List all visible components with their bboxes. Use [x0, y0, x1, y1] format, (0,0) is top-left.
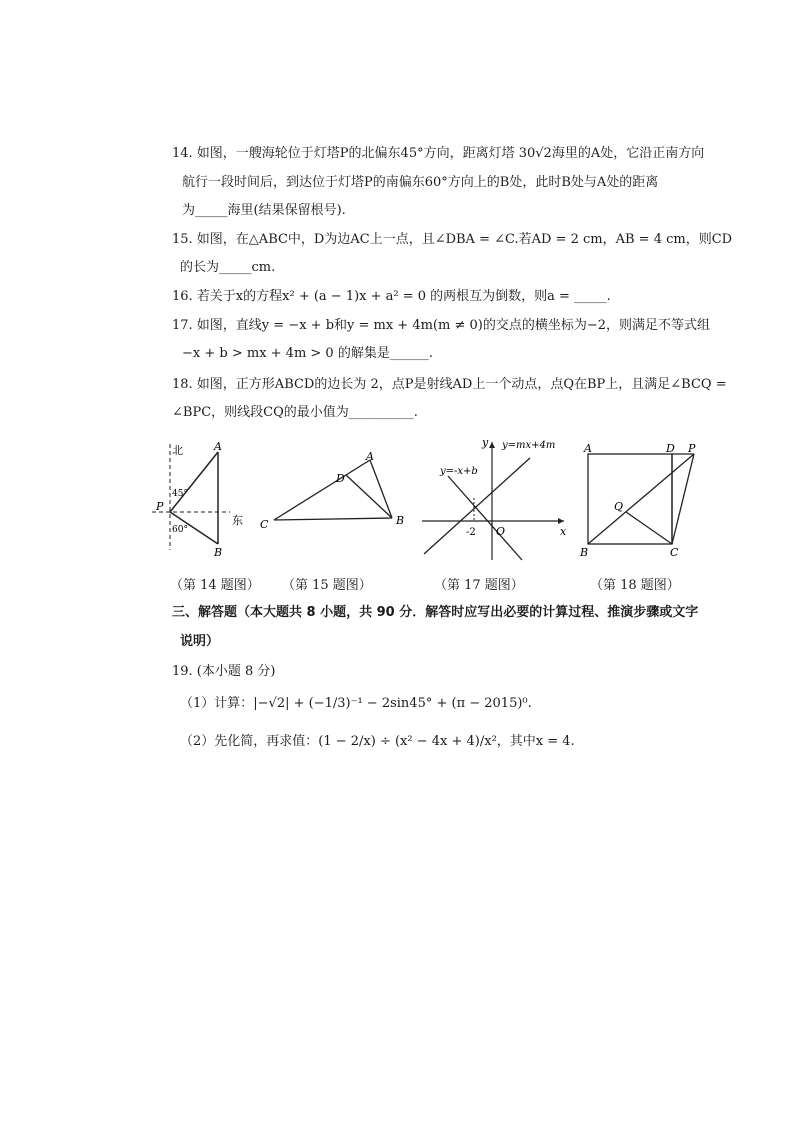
q14-line2: 航行一段时间后，到达位于灯塔P的南偏东60°方向上的B处，此时B处与A处的距离 — [182, 175, 659, 190]
line2-label: y=mx+4m — [502, 440, 556, 451]
section3-heading-line2: 说明） — [180, 634, 220, 649]
y-axis-arrow — [489, 442, 495, 448]
point-B-label: B — [396, 514, 405, 527]
point-B-label: B — [214, 546, 223, 559]
point-P-label: P — [688, 442, 696, 455]
q16-line1: 16. 若关于x的方程x² + (a − 1)x + a² = 0 的两根互为倒数，则a = _____. — [172, 289, 611, 304]
segment-AB — [370, 460, 392, 518]
point-D-label: D — [336, 472, 345, 485]
figure-17-caption: （第 17 题图） — [434, 578, 524, 593]
q15-line2: 的长为_____cm. — [180, 260, 276, 275]
point-C-label: C — [670, 546, 679, 559]
q15-line1: 15. 如图，在△ABC中，D为边AC上一点，且∠DBA = ∠C.若AD = 2 cm，AB = 4 cm，则CD — [172, 232, 733, 247]
point-P-label: P — [156, 500, 164, 513]
point-B-label: B — [580, 546, 589, 559]
segment-BP — [588, 454, 694, 544]
point-A-label: A — [584, 442, 592, 455]
figure-17 — [418, 436, 570, 566]
point-Q-label: Q — [614, 500, 624, 513]
segment-CQ — [626, 512, 672, 544]
q14-line3: 为_____海里(结果保留根号). — [182, 203, 346, 218]
segment-DB — [346, 475, 392, 518]
square-ABCD — [588, 454, 672, 544]
east-label: 东 — [232, 514, 243, 527]
figure-14 — [148, 440, 258, 560]
figure-15-caption: （第 15 题图） — [282, 578, 372, 593]
q19-part2: （2）先化简，再求值：(1 − 2/x) ÷ (x² − 4x + 4)/x²，其中x = 4. — [180, 734, 575, 749]
figure-18 — [576, 440, 700, 560]
line1-label: y=-x+b — [440, 466, 478, 477]
q19-part1: （1）计算：|−√2| + (−1/3)⁻¹ − 2sin45° + (π − 2015)⁰. — [180, 696, 532, 711]
angle-60-label: 60° — [172, 525, 188, 535]
figure-14-caption: （第 14 题图） — [170, 578, 260, 593]
point-D-label: D — [666, 442, 675, 455]
segment-CA — [274, 460, 370, 520]
origin-label: O — [496, 525, 506, 538]
tick-neg2-label: -2 — [466, 527, 476, 538]
q18-line1: 18. 如图，正方形ABCD的边长为 2，点P是射线AD上一个动点，点Q在BP上，且满足∠BCQ = — [172, 377, 727, 392]
point-C-label: C — [260, 518, 269, 531]
q19-title: 19. (本小题 8 分) — [172, 664, 276, 679]
section3-heading-line1: 三、解答题（本大题共 8 小题，共 90 分．解答时应写出必要的计算过程、推演步骤或文字 — [172, 605, 699, 620]
q17-line2: −x + b > mx + 4m > 0 的解集是______. — [182, 346, 433, 361]
angle-45-label: 45° — [172, 489, 188, 499]
segment-PA — [170, 452, 218, 512]
line-y-neg-x-plus-b — [448, 476, 522, 560]
segment-CB — [274, 518, 392, 520]
q17-line1: 17. 如图，直线y = −x + b和y = mx + 4m(m ≠ 0)的交点的横坐标为−2，则满足不等式组 — [172, 318, 710, 333]
figure-18-caption: （第 18 题图） — [590, 578, 680, 593]
q18-line2: ∠BPC，则线段CQ的最小值为__________. — [172, 405, 418, 420]
point-A-label: A — [214, 440, 222, 453]
figure-15 — [258, 452, 408, 542]
x-axis-arrow — [558, 518, 564, 524]
point-A-label: A — [366, 452, 374, 463]
y-axis-label: y — [482, 436, 489, 449]
q14-line1: 14. 如图，一艘海轮位于灯塔P的北偏东45°方向，距离灯塔 30√2海里的A处，它沿正南方向 — [172, 146, 705, 161]
north-label: 北 — [172, 444, 183, 457]
x-axis-label: x — [560, 525, 567, 538]
segment-CP — [672, 454, 694, 544]
